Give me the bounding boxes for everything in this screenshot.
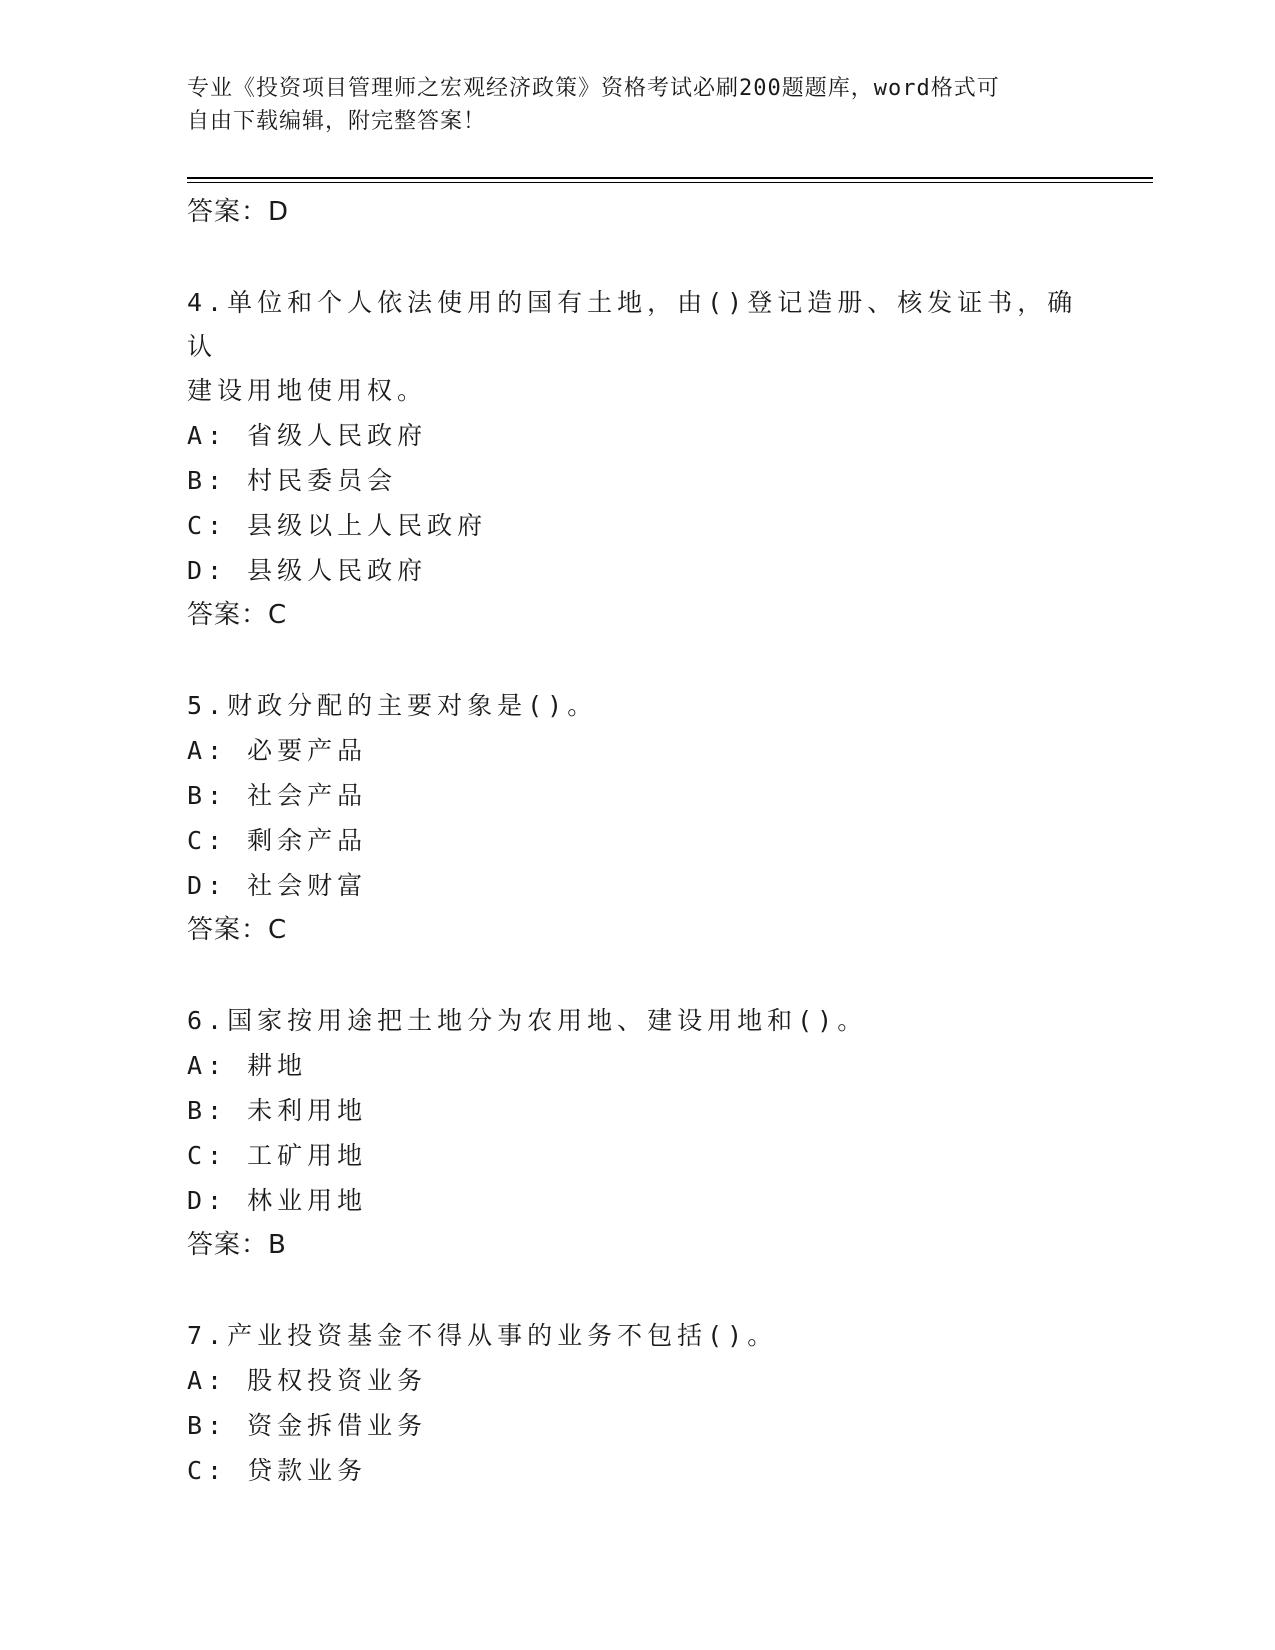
question-stem-line: 7.产业投资基金不得从事的业务不包括()。: [187, 1321, 778, 1350]
question-stem: [187, 684, 1087, 728]
header-rule-thin: [187, 182, 1153, 183]
spacer: [187, 637, 1087, 684]
answer: 答案：C: [187, 600, 288, 630]
question-stem: [187, 281, 1087, 413]
option-b: B: 社会产品: [187, 781, 368, 810]
header-line-2: 自由下载编辑，附完整答案！: [187, 109, 487, 134]
answer: 答案：C: [187, 915, 288, 945]
question-7: [187, 1314, 1087, 1493]
option-b: B: 未利用地: [187, 1096, 368, 1125]
question-5: [187, 684, 1087, 952]
question-stem-line: 4.单位和个人依法使用的国有土地，由()登记造册、核发证书，确认: [187, 288, 1078, 361]
option-a: A: 股权投资业务: [187, 1366, 428, 1395]
option-a: A: 省级人民政府: [187, 421, 428, 450]
question-list: [187, 190, 1087, 1493]
answer-previous: 答案：D: [187, 197, 290, 227]
option-c: C: 剩余产品: [187, 826, 368, 855]
option-c: C: 贷款业务: [187, 1456, 368, 1485]
spacer: [187, 952, 1087, 999]
question-stem: [187, 999, 1087, 1043]
page-header: [187, 72, 1067, 138]
question-stem-line: 建设用地使用权。: [187, 376, 428, 405]
option-c: C: 工矿用地: [187, 1141, 368, 1170]
option-a: A: 必要产品: [187, 736, 368, 765]
question-4: [187, 281, 1087, 637]
option-d: D: 林业用地: [187, 1186, 368, 1215]
spacer: [187, 234, 1087, 281]
option-d: D: 县级人民政府: [187, 556, 428, 585]
header-rule-thick: [187, 177, 1153, 179]
question-6: [187, 999, 1087, 1267]
option-c: C: 县级以上人民政府: [187, 511, 488, 540]
question-stem-line: 5.财政分配的主要对象是()。: [187, 691, 598, 720]
question-stem: [187, 1314, 1087, 1358]
option-d: D: 社会财富: [187, 871, 368, 900]
question-stem-line: 6.国家按用途把土地分为农用地、建设用地和()。: [187, 1006, 868, 1035]
spacer: [187, 1267, 1087, 1314]
option-b: B: 资金拆借业务: [187, 1411, 428, 1440]
option-a: A: 耕地: [187, 1051, 308, 1080]
header-line-1: 专业《投资项目管理师之宏观经济政策》资格考试必刷200题题库，word格式可: [187, 76, 1000, 101]
answer: 答案：B: [187, 1230, 287, 1260]
option-b: B: 村民委员会: [187, 466, 398, 495]
